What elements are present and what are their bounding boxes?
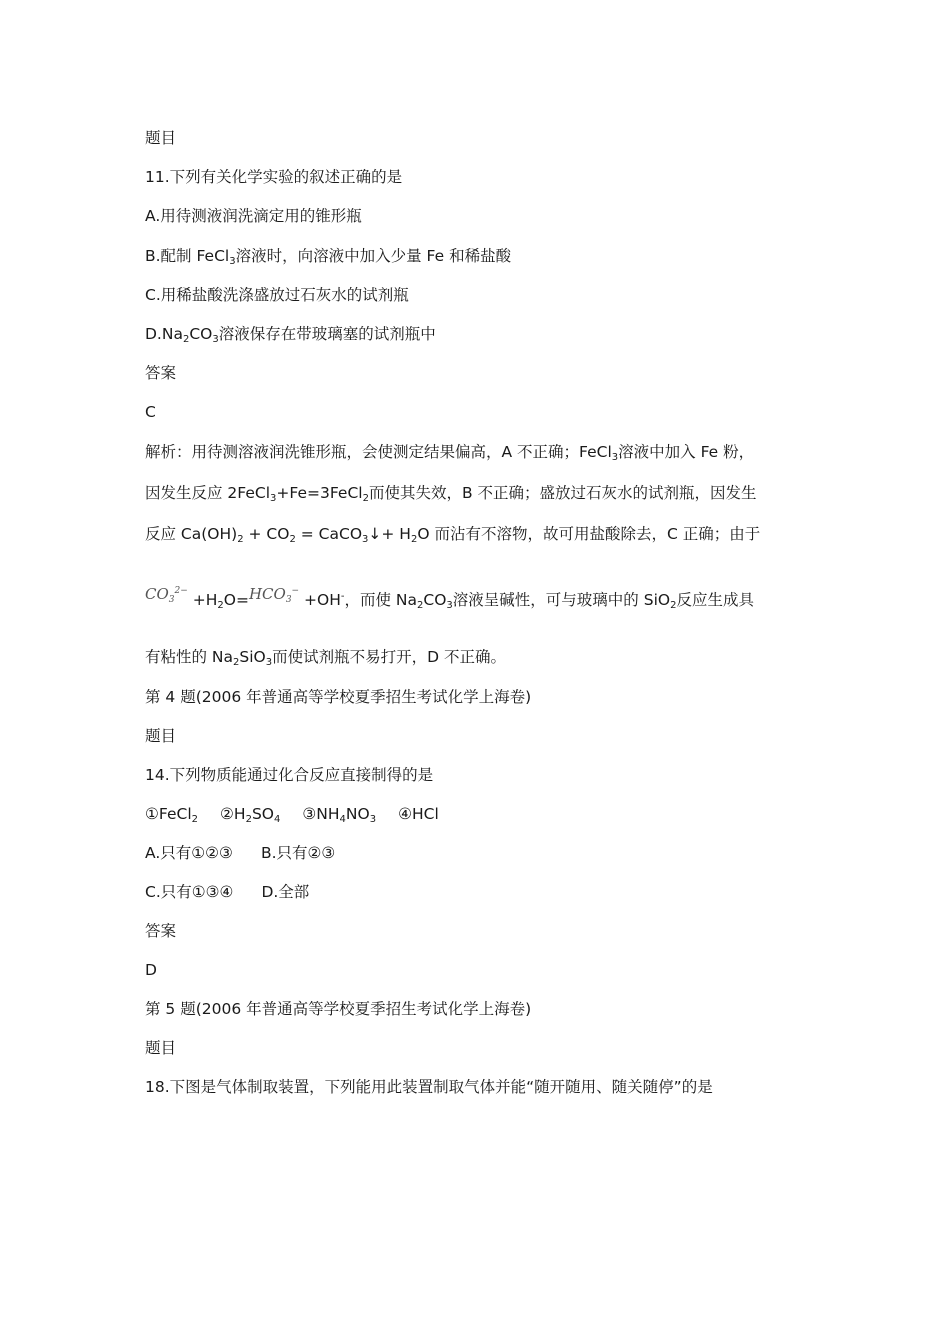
- option-d: $D.Na_2CO_3$溶液保存在带玻璃塞的试剂瓶中: [145, 325, 436, 345]
- explanation-line-1: 解析：用待测溶液润洗锥形瓶，会使测定结果偏高，A 不正确；FeCl$_3$溶液中加入 Fe 粉，: [145, 443, 755, 463]
- question-text: 18.下图是气体制取装置，下列能用此装置制取气体并能“随开随用、随关随停”的是: [145, 1078, 713, 1096]
- answer-label: 答案: [145, 922, 177, 940]
- question-text: 11.下列有关化学实验的叙述正确的是: [145, 168, 403, 186]
- option-c: C.用稀盐酸洗涤盛放过石灰水的试剂瓶: [145, 286, 409, 304]
- options-row-ab: [145, 843, 335, 863]
- explanation-line-4: $CO_3^{2-} +H_2O=HCO_3^- +OH^-$，而使 $Na_2CO_3$溶液呈碱性，可与玻璃中的 SiO$_2$反应生成具: [145, 585, 754, 611]
- section-title-label: 题目: [145, 1039, 177, 1057]
- answer-value: D: [145, 961, 157, 979]
- question-text: 14.下列物质能通过化合反应直接制得的是: [145, 766, 434, 784]
- question-heading: 第 4 题(2006 年普通高等学校夏季招生考试化学上海卷): [145, 688, 532, 706]
- answer-label: 答案: [145, 364, 177, 382]
- substance-list: ①FeCl$_2$ $②H_2SO_4$ $③NH_4NO_3$ ④HCl: [145, 805, 439, 825]
- option-c: C.只有①③④: [145, 883, 234, 901]
- answer-value: C: [145, 403, 156, 421]
- option-a: A.用待测液润洗滴定用的锥形瓶: [145, 207, 362, 225]
- option-b: B.配制 FeCl$_3$溶液时，向溶液中加入少量 Fe 和稀盐酸: [145, 247, 512, 267]
- explanation-line-5: 有粘性的 $Na_2SiO_3$而使试剂瓶不易打开，D 不正确。: [145, 648, 507, 668]
- option-a: A.只有①②③: [145, 844, 233, 862]
- option-b: B.只有②③: [260, 844, 336, 862]
- bicarbonate-formula-image: $HCO_3^-$: [248, 585, 300, 605]
- question-heading: 第 5 题(2006 年普通高等学校夏季招生考试化学上海卷): [145, 1000, 532, 1018]
- section-title-label: 题目: [145, 129, 177, 147]
- explanation-line-2: 因发生反应 2FeCl$_3$+Fe=3FeCl$_2$而使其失效，B 不正确；盛放过石灰水的试剂瓶，因发生: [145, 484, 757, 504]
- explanation-line-3: 反应 $Ca(OH)_2 + CO_2$ = CaCO$_3$↓+ $H_2O$ 而沾有不溶物，故可用盐酸除去，C 正确；由于: [145, 525, 761, 545]
- carbonate-formula-image: $CO_3^{2-}$: [145, 585, 188, 605]
- option-d: D.全部: [261, 883, 310, 901]
- section-title-label: 题目: [145, 727, 177, 745]
- options-row-cd: [145, 882, 309, 902]
